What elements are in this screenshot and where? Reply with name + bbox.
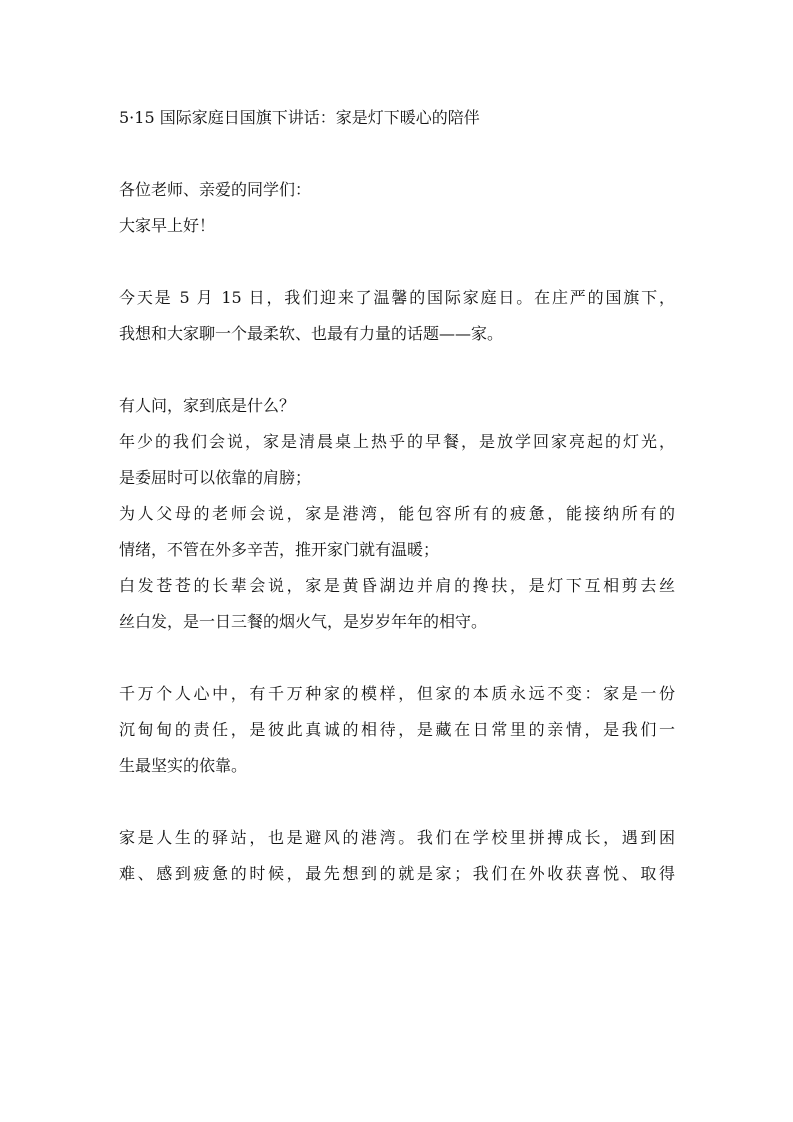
paragraph-3 <box>119 676 675 784</box>
blank-line <box>119 784 675 820</box>
paragraph-line: 今天是 5 月 15 日，我们迎来了温馨的国际家庭日。在庄严的国旗下， <box>119 288 675 307</box>
document-body <box>119 100 675 892</box>
paragraph-line: 丝白发，是一日三餐的烟火气，是岁岁年年的相守。 <box>119 612 488 631</box>
paragraph-line: 为人父母的老师会说，家是港湾，能包容所有的疲惫，能接纳所有的 <box>119 504 675 523</box>
blank-line <box>119 352 675 388</box>
paragraph-line: 是委屈时可以依靠的肩膀； <box>119 468 312 487</box>
paragraph-line: 年少的我们会说，家是清晨桌上热乎的早餐，是放学回家亮起的灯光， <box>119 432 675 451</box>
paragraph-line: 生最坚实的依靠。 <box>119 756 248 775</box>
paragraph-2 <box>119 388 675 640</box>
blank-line <box>119 244 675 280</box>
paragraph-line: 我想和大家聊一个最柔软、也最有力量的话题——家。 <box>119 324 504 343</box>
paragraph-4 <box>119 820 675 892</box>
paragraph-1 <box>119 280 675 352</box>
paragraph-line: 沉甸甸的责任，是彼此真诚的相待，是藏在日常里的亲情，是我们一 <box>119 720 675 739</box>
blank-line <box>119 136 675 172</box>
paragraph-line: 家是人生的驿站，也是避风的港湾。我们在学校里拼搏成长，遇到困 <box>119 828 675 847</box>
paragraph-line: 情绪，不管在外多辛苦，推开家门就有温暖； <box>119 540 440 559</box>
paragraph-line: 有人问，家到底是什么？ <box>119 396 296 415</box>
greeting: 大家早上好！ <box>119 216 216 235</box>
blank-line <box>119 640 675 676</box>
paragraph-line: 白发苍苍的长辈会说，家是黄昏湖边并肩的搀扶，是灯下互相剪去丝 <box>119 576 675 595</box>
salutation: 各位老师、亲爱的同学们： <box>119 180 312 199</box>
paragraph-line: 千万个人心中，有千万种家的模样，但家的本质永远不变：家是一份 <box>119 684 675 703</box>
speech-title: 5·15 国际家庭日国旗下讲话：家是灯下暖心的陪伴 <box>119 108 480 127</box>
paragraph-line: 难、感到疲惫的时候，最先想到的就是家；我们在外收获喜悦、取得 <box>119 864 675 883</box>
